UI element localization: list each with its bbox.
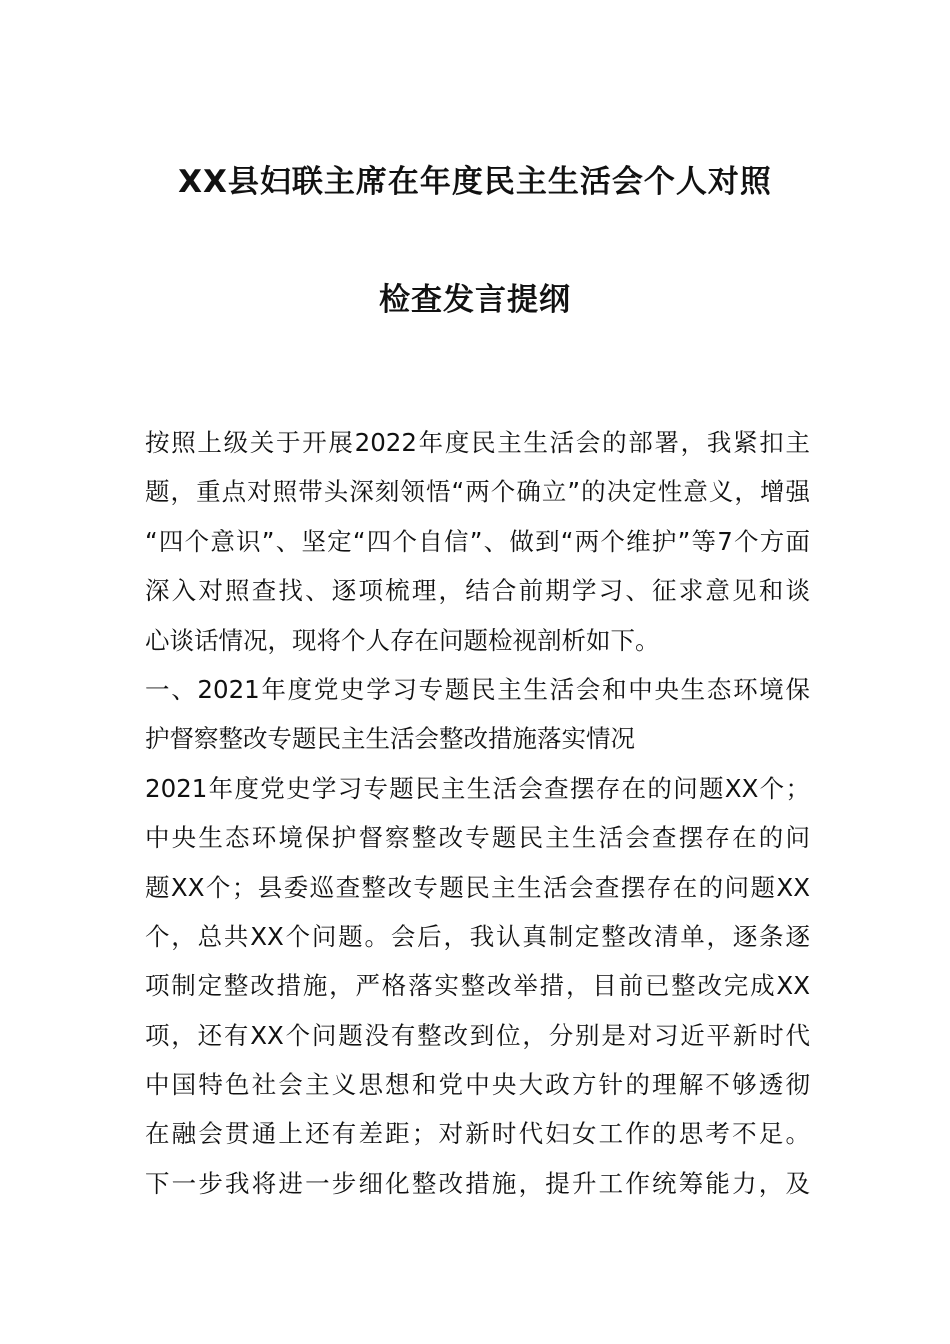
- section-heading-line-1: 一、2021年度党史学习专题民主生活会和中央生态环境保: [145, 674, 810, 704]
- paragraph-intro-line-3: “四个意识”、坚定“四个自信”、做到“两个维护”等7个方面: [145, 526, 810, 556]
- paragraph-intro-line-4: 深入对照查找、逐项梳理，结合前期学习、征求意见和谈: [145, 576, 810, 606]
- paragraph-intro-line-5: 心谈话情况，现将个人存在问题检视剖析如下。: [145, 625, 660, 655]
- paragraph-intro-line-2: 题，重点对照带头深刻领悟“两个确立”的决定性意义，增强: [145, 477, 810, 507]
- paragraph-body-line-2: 中央生态环境保护督察整改专题民主生活会查摆存在的问: [145, 823, 810, 853]
- document-title-line-2: 检查发言提纲: [379, 282, 571, 318]
- document-title-line-1: XX县妇联主席在年度民主生活会个人对照: [178, 164, 772, 200]
- paragraph-body-line-8: 在融会贯通上还有差距；对新时代妇女工作的思考不足。: [145, 1119, 810, 1149]
- document-body: [145, 418, 810, 1208]
- paragraph-body-line-4: 个，总共XX个问题。会后，我认真制定整改清单，逐条逐: [145, 921, 810, 951]
- section-heading-line-2: 护督察整改专题民主生活会整改措施落实情况: [145, 724, 635, 754]
- paragraph-body-line-3: 题XX个；县委巡查整改专题民主生活会查摆存在的问题XX: [145, 872, 810, 902]
- paragraph-body-line-6: 项，还有XX个问题没有整改到位，分别是对习近平新时代: [145, 1020, 810, 1050]
- paragraph-body-line-5: 项制定整改措施，严格落实整改举措，目前已整改完成XX: [145, 971, 810, 1001]
- paragraph-intro-line-1: 按照上级关于开展2022年度民主生活会的部署，我紧扣主: [145, 428, 810, 457]
- paragraph-body-line-1: 2021年度党史学习专题民主生活会查摆存在的问题XX个；: [145, 773, 810, 803]
- paragraph-body-line-7: 中国特色社会主义思想和党中央大政方针的理解不够透彻: [145, 1070, 810, 1100]
- paragraph-body-line-9: 下一步我将进一步细化整改措施，提升工作统筹能力，及: [145, 1168, 810, 1198]
